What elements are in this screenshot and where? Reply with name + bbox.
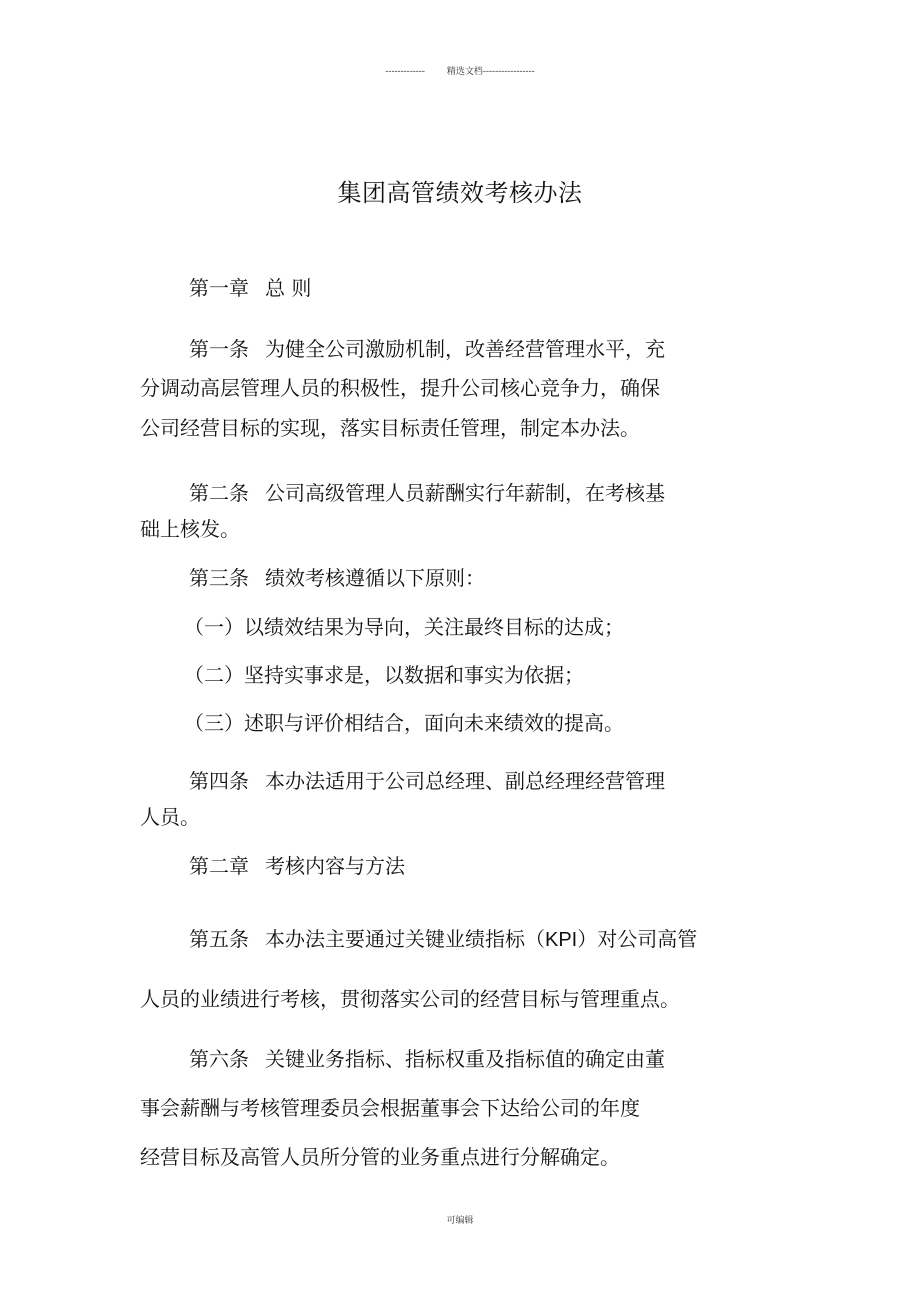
header-label: 精选文档 — [446, 67, 483, 77]
chapter-2-name: 考核内容与方法 — [265, 854, 405, 878]
kpi-abbreviation: KPI — [545, 929, 578, 951]
article-3-text-1: 绩效考核遵循以下原则： — [265, 566, 485, 590]
article-2-text-1: 公司高级管理人员薪酬实行年薪制，在考核基 — [265, 481, 665, 505]
article-1-text-1: 为健全公司激励机制，改善经营管理水平，充 — [265, 337, 665, 361]
chapter-2-number: 第二章 — [189, 854, 249, 878]
page-header — [0, 64, 920, 77]
article-6-line-2: 事会薪酬与考核管理委员会根据董事会下达给公司的年度 — [140, 1096, 640, 1120]
article-4-line-1 — [189, 767, 665, 795]
article-4-number: 第四条 — [189, 769, 249, 793]
article-2-number: 第二条 — [189, 481, 249, 505]
article-6-text-1: 关键业务指标、指标权重及指标值的确定由董 — [265, 1047, 665, 1071]
article-2-line-2: 础上核发。 — [140, 517, 240, 541]
principle-1: （一）以绩效结果为导向，关注最终目标的达成； — [184, 615, 624, 639]
article-5-text-1a: 本办法主要通过关键业绩指标（ — [265, 927, 545, 951]
article-5-line-1 — [189, 925, 697, 954]
article-1-line-2: 分调动高层管理人员的积极性，提升公司核心竞争力，确保 — [140, 376, 660, 400]
chapter-1-name: 总 则 — [265, 276, 312, 300]
chapter-1-number: 第一章 — [189, 276, 249, 300]
article-3-line-1 — [189, 564, 485, 592]
article-4-text-1: 本办法适用于公司总经理、副总经理经营管理 — [265, 769, 665, 793]
article-1-line-1 — [189, 335, 665, 363]
article-1-number: 第一条 — [189, 337, 249, 361]
principle-3: （三）述职与评价相结合，面向未来绩效的提高。 — [184, 711, 624, 735]
article-4-line-2: 人员。 — [140, 805, 200, 829]
article-6-line-1 — [189, 1045, 665, 1073]
article-1-line-3: 公司经营目标的实现，落实目标责任管理，制定本办法。 — [140, 416, 640, 440]
header-left-dashes: ------------- — [385, 67, 425, 77]
chapter-2-heading — [189, 852, 405, 880]
article-5-text-1b: ）对公司高管 — [577, 927, 698, 951]
document-title: 集团高管绩效考核办法 — [337, 179, 583, 207]
page-footer: 可编辑 — [446, 1216, 474, 1226]
chapter-1-heading — [189, 274, 311, 302]
article-3-number: 第三条 — [189, 566, 249, 590]
article-6-number: 第六条 — [189, 1047, 249, 1071]
principle-2: （二）坚持实事求是，以数据和事实为依据； — [184, 663, 584, 687]
header-right-dashes: ----------------- — [482, 67, 535, 77]
article-6-line-3: 经营目标及高管人员所分管的业务重点进行分解确定。 — [140, 1145, 620, 1169]
article-5-number: 第五条 — [189, 927, 249, 951]
article-5-line-2: 人员的业绩进行考核，贯彻落实公司的经营目标与管理重点。 — [140, 987, 680, 1011]
article-2-line-1 — [189, 479, 665, 507]
